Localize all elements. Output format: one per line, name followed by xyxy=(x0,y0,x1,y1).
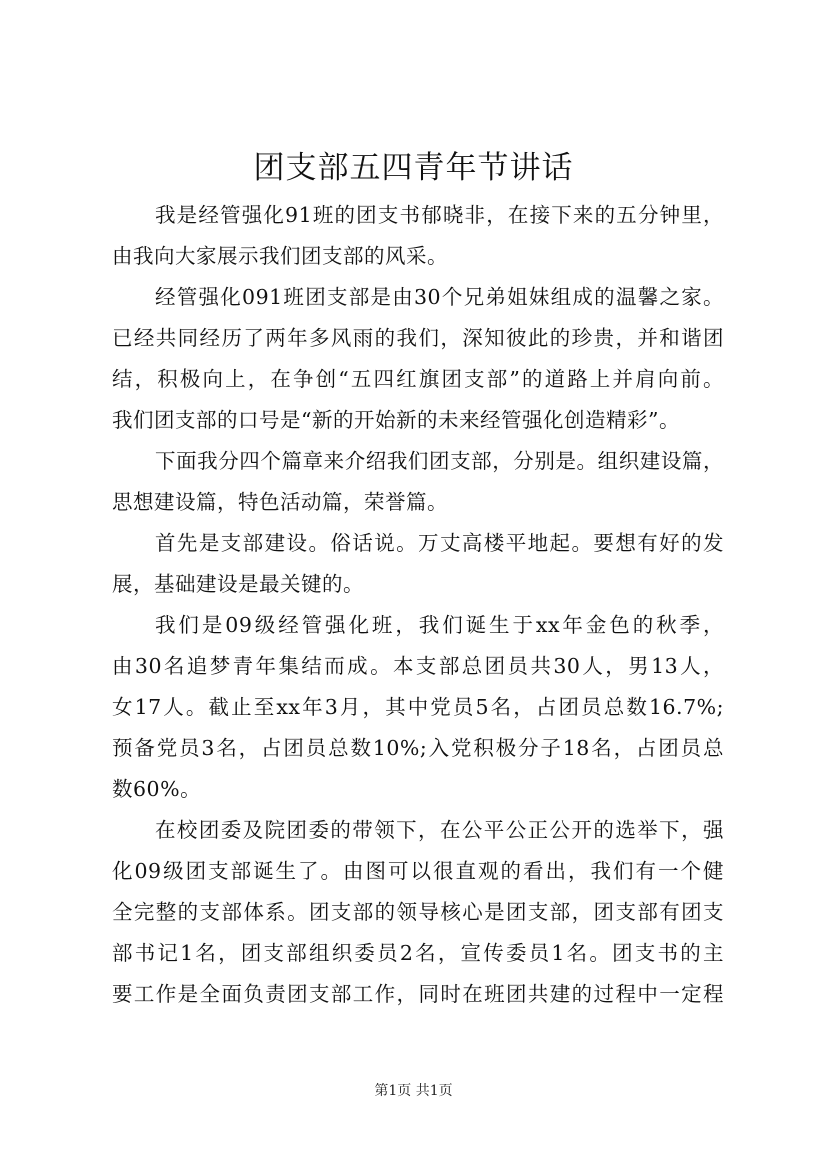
body-text-line: 预备党员3名，占团员总数10%;入党积极分子18名，占团员总 xyxy=(112,736,724,760)
document-title: 团支部五四青年节讲话 xyxy=(253,150,574,186)
body-text-line: 已经共同经历了两年多风雨的我们，深知彼此的珍贵，并和谐团 xyxy=(112,326,724,350)
body-text-line: 由30名追梦青年集结而成。本支部总团员共30人，男13人， xyxy=(112,654,724,678)
body-text-line: 展，基础建设是最关键的。 xyxy=(112,572,364,596)
body-text-line: 在校团委及院团委的带领下，在公平公正公开的选举下，强 xyxy=(155,818,724,842)
body-text-line: 数60%。 xyxy=(112,777,202,801)
body-text-line: 结，积极向上，在争创“五四红旗团支部”的道路上并肩向前。 xyxy=(112,367,724,391)
body-text-line: 化09级团支部诞生了。由图可以很直观的看出，我们有一个健 xyxy=(112,859,724,883)
body-text-line: 由我向大家展示我们团支部的风采。 xyxy=(112,244,448,268)
body-text-line: 部书记1名，团支部组织委员2名，宣传委员1名。团支书的主 xyxy=(112,941,724,965)
body-text-line: 要工作是全面负责团支部工作，同时在班团共建的过程中一定程 xyxy=(112,982,724,1006)
body-text-line: 我们是09级经管强化班，我们诞生于xx年金色的秋季， xyxy=(155,613,724,637)
body-text-line: 经管强化091班团支部是由30个兄弟姐妹组成的温馨之家。 xyxy=(155,285,724,309)
body-text-line: 女17人。截止至xx年3月，其中党员5名，占团员总数16.7%; xyxy=(112,695,724,719)
document-body xyxy=(112,195,724,1015)
body-text-line: 下面我分四个篇章来介绍我们团支部，分别是。组织建设篇， xyxy=(155,449,724,473)
body-text-line: 思想建设篇，特色活动篇，荣誉篇。 xyxy=(112,490,448,514)
page-footer: 第1页 共1页 xyxy=(374,1083,453,1099)
body-text-line: 全完整的支部体系。团支部的领导核心是团支部，团支部有团支 xyxy=(112,900,724,924)
body-text-line: 我是经管强化91班的团支书郁晓非，在接下来的五分钟里， xyxy=(155,203,724,227)
body-text-line: 首先是支部建设。俗话说。万丈高楼平地起。要想有好的发 xyxy=(155,531,724,555)
body-text-line: 我们团支部的口号是“新的开始新的未来经管强化创造精彩”。 xyxy=(112,408,680,432)
